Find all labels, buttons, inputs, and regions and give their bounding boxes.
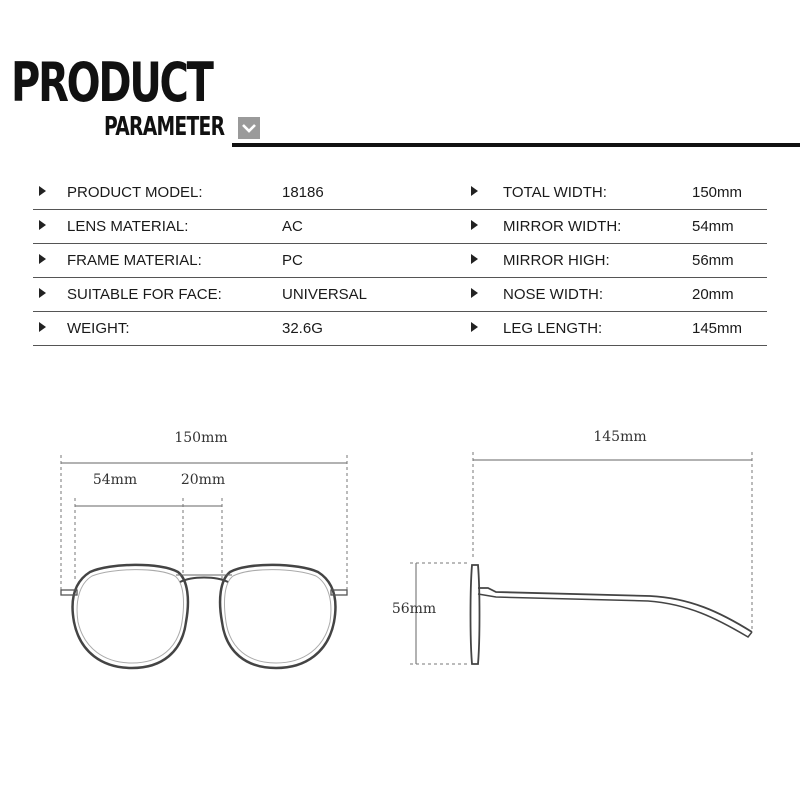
bullet-arrow-icon bbox=[471, 254, 478, 264]
bullet-arrow-icon bbox=[39, 288, 46, 298]
param-label: TOTAL WIDTH: bbox=[503, 184, 607, 201]
param-value: 145mm bbox=[692, 320, 743, 337]
param-value: PC bbox=[282, 252, 303, 269]
header bbox=[0, 0, 800, 150]
param-value: 20mm bbox=[692, 286, 734, 303]
bullet-arrow-icon bbox=[471, 322, 478, 332]
param-label: SUITABLE FOR FACE: bbox=[67, 286, 222, 303]
parameter-table bbox=[33, 176, 767, 346]
bullet-arrow-icon bbox=[39, 254, 46, 264]
bullet-arrow-icon bbox=[471, 220, 478, 230]
param-value: UNIVERSAL bbox=[282, 286, 368, 303]
temple-arm-lower bbox=[478, 594, 752, 637]
bullet-arrow-icon bbox=[39, 220, 46, 230]
table-row bbox=[33, 312, 767, 346]
bridge-width-label: 20mm bbox=[180, 472, 226, 488]
left-lens-outline bbox=[73, 565, 188, 668]
param-value: 54mm bbox=[692, 218, 734, 235]
bridge bbox=[180, 578, 228, 583]
bullet-arrow-icon bbox=[471, 186, 478, 196]
chevron-down-icon bbox=[238, 117, 260, 139]
side-view bbox=[392, 429, 752, 664]
param-value: 32.6G bbox=[282, 320, 323, 337]
param-label: PRODUCT MODEL: bbox=[67, 184, 203, 201]
page-subtitle: PARAMETER bbox=[104, 112, 225, 142]
total-width-label: 150mm bbox=[174, 430, 228, 446]
param-value: 18186 bbox=[282, 184, 324, 201]
title-rule bbox=[232, 143, 800, 147]
param-label: LENS MATERIAL: bbox=[67, 218, 189, 235]
lens-height-label: 56mm bbox=[391, 601, 437, 617]
right-lens-outline bbox=[220, 565, 335, 668]
param-label: LEG LENGTH: bbox=[503, 320, 603, 337]
front-view bbox=[61, 430, 347, 668]
leg-length-label: 145mm bbox=[593, 429, 647, 445]
frame-front-profile bbox=[471, 565, 480, 664]
table-row bbox=[33, 176, 767, 210]
param-value: 150mm bbox=[692, 184, 743, 201]
bullet-arrow-icon bbox=[39, 186, 46, 196]
right-lens-inner bbox=[224, 570, 330, 663]
temple-arm bbox=[478, 588, 752, 632]
param-label: MIRROR HIGH: bbox=[503, 252, 610, 269]
bullet-arrow-icon bbox=[471, 288, 478, 298]
lens-width-label: 54mm bbox=[92, 472, 138, 488]
param-label: WEIGHT: bbox=[67, 320, 130, 337]
param-value: 56mm bbox=[692, 252, 734, 269]
glasses-dimension-diagram bbox=[0, 400, 800, 690]
table-row bbox=[33, 210, 767, 244]
table-row bbox=[33, 244, 767, 278]
left-lens-inner bbox=[77, 570, 183, 663]
bullet-arrow-icon bbox=[39, 322, 46, 332]
page-title: PRODUCT bbox=[11, 51, 212, 114]
param-label: NOSE WIDTH: bbox=[503, 286, 603, 303]
param-label: MIRROR WIDTH: bbox=[503, 218, 622, 235]
table-row bbox=[33, 278, 767, 312]
param-value: AC bbox=[282, 218, 303, 235]
param-label: FRAME MATERIAL: bbox=[67, 252, 202, 269]
